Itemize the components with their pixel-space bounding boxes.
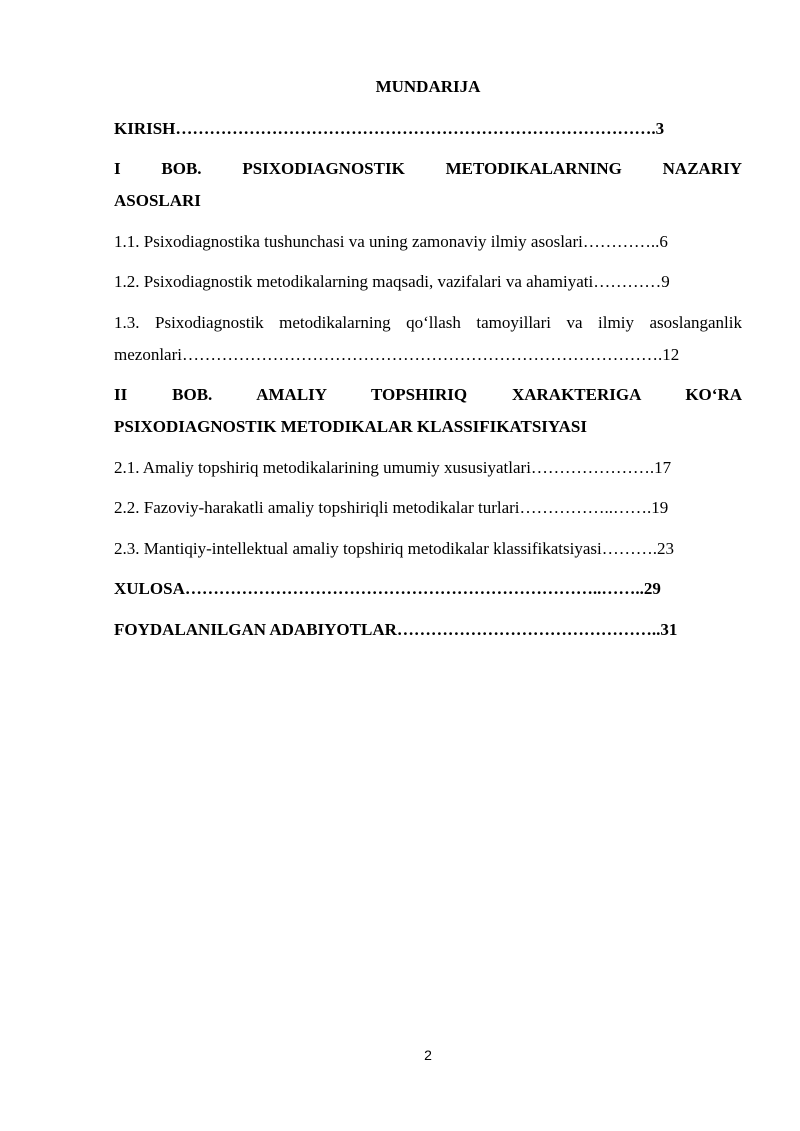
toc-entry-1-3-line-1: 1.3. Psixodiagnostik metodikalarning qo‘llash tamoyillari va ilmiy asoslanganlik [114, 313, 742, 332]
toc-entry-xulosa: XULOSA………………………………………………………………..……..29 [114, 579, 661, 598]
toc-chapter-2-title-line-1: II BOB. AMALIY TOPSHIRIQ XARAKTERIGA KO‘RA [114, 385, 742, 404]
toc-entry-1-1: 1.1. Psixodiagnostika tushunchasi va uning zamonaviy ilmiy asoslari…………..6 [114, 232, 668, 251]
page-number: 2 [424, 1047, 432, 1063]
toc-entry-2-3: 2.3. Mantiqiy-intellektual amaliy topshiriq metodikalar klassifikatsiyasi……….23 [114, 539, 674, 558]
toc-entry-2-1: 2.1. Amaliy topshiriq metodikalarining umumiy xususiyatlari………………….17 [114, 458, 672, 477]
toc-entry-1-2: 1.2. Psixodiagnostik metodikalarning maqsadi, vazifalari va ahamiyati…………9 [114, 272, 670, 291]
toc-chapter-1-title-line-1: I BOB. PSIXODIAGNOSTIK METODIKALARNING NAZARIY [114, 159, 742, 178]
toc-entry-references: FOYDALANILGAN ADABIYOTLAR………………………………………..31 [114, 620, 678, 639]
toc-chapter-2-title-line-2: PSIXODIAGNOSTIK METODIKALAR KLASSIFIKATSIYASI [114, 417, 587, 436]
page-title: MUNDARIJA [375, 77, 481, 96]
toc-entry-kirish: KIRISH………………………………………………………………………….3 [114, 119, 665, 138]
toc-entry-2-2: 2.2. Fazoviy-harakatli amaliy topshiriqli metodikalar turlari……………..…….19 [114, 498, 669, 517]
toc-entry-1-3-line-2: mezonlari………………………………………………………………………….12 [114, 345, 680, 364]
toc-chapter-1-title-line-2: ASOSLARI [114, 191, 201, 210]
